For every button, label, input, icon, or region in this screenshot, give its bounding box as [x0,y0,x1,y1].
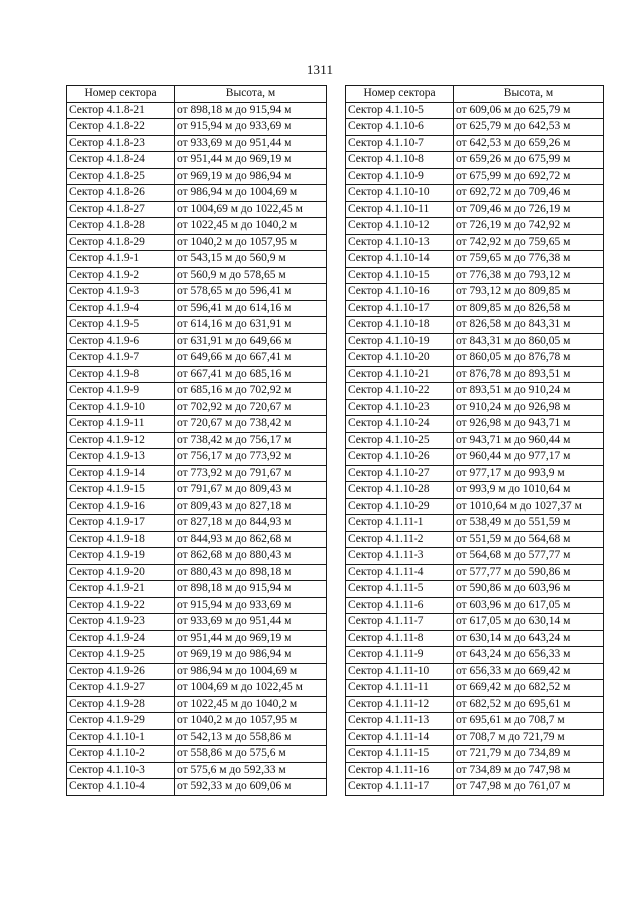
table-row [67,713,327,730]
table-row [346,267,604,284]
height-cell: от 682,52 м до 695,61 м [454,696,604,713]
table-row [67,597,327,614]
height-cell: от 898,18 м до 915,94 м [175,581,327,598]
sector-cell: Сектор 4.1.9-28 [67,696,175,713]
table-row [67,185,327,202]
sector-cell: Сектор 4.1.10-22 [346,383,454,400]
table-row [67,399,327,416]
sector-cell: Сектор 4.1.10-25 [346,432,454,449]
table-row [346,416,604,433]
sector-table-left [66,85,327,796]
sector-cell: Сектор 4.1.8-28 [67,218,175,235]
height-cell: от 843,31 м до 860,05 м [454,333,604,350]
sector-cell: Сектор 4.1.10-6 [346,119,454,136]
height-cell: от 876,78 м до 893,51 м [454,366,604,383]
table-row [346,762,604,779]
table-row [346,168,604,185]
height-cell: от 709,46 м до 726,19 м [454,201,604,218]
height-column-header: Высота, м [175,86,327,103]
height-cell: от 880,43 м до 898,18 м [175,564,327,581]
sector-cell: Сектор 4.1.10-8 [346,152,454,169]
table-row [346,663,604,680]
sector-cell: Сектор 4.1.9-21 [67,581,175,598]
sector-cell: Сектор 4.1.9-7 [67,350,175,367]
sector-cell: Сектор 4.1.9-22 [67,597,175,614]
height-cell: от 642,53 м до 659,26 м [454,135,604,152]
height-cell: от 617,05 м до 630,14 м [454,614,604,631]
sector-cell: Сектор 4.1.10-12 [346,218,454,235]
sector-cell: Сектор 4.1.10-7 [346,135,454,152]
height-cell: от 726,19 м до 742,92 м [454,218,604,235]
table-row [346,482,604,499]
height-cell: от 742,92 м до 759,65 м [454,234,604,251]
sector-cell: Сектор 4.1.10-2 [67,746,175,763]
sector-cell: Сектор 4.1.9-27 [67,680,175,697]
height-cell: от 969,19 м до 986,94 м [175,647,327,664]
height-column-header: Высота, м [454,86,604,103]
table-row [67,201,327,218]
table-row [67,333,327,350]
table-row [67,449,327,466]
table-row [346,218,604,235]
sector-cell: Сектор 4.1.10-17 [346,300,454,317]
height-cell: от 596,41 м до 614,16 м [175,300,327,317]
table-row [346,729,604,746]
table-row [67,614,327,631]
sector-cell: Сектор 4.1.10-13 [346,234,454,251]
height-cell: от 793,12 м до 809,85 м [454,284,604,301]
sector-cell: Сектор 4.1.10-20 [346,350,454,367]
height-cell: от 898,18 м до 915,94 м [175,102,327,119]
sector-cell: Сектор 4.1.10-10 [346,185,454,202]
height-cell: от 695,61 м до 708,7 м [454,713,604,730]
height-cell: от 826,58 м до 843,31 м [454,317,604,334]
height-cell: от 969,19 м до 986,94 м [175,168,327,185]
table-row [67,498,327,515]
table-row [346,152,604,169]
sector-cell: Сектор 4.1.9-5 [67,317,175,334]
table-row [346,366,604,383]
height-cell: от 558,86 м до 575,6 м [175,746,327,763]
height-cell: от 551,59 м до 564,68 м [454,531,604,548]
table-row [346,647,604,664]
height-cell: от 943,71 м до 960,44 м [454,432,604,449]
table-row [346,333,604,350]
table-row [67,680,327,697]
sector-cell: Сектор 4.1.11-8 [346,630,454,647]
height-cell: от 675,99 м до 692,72 м [454,168,604,185]
table-row [67,168,327,185]
height-cell: от 809,85 м до 826,58 м [454,300,604,317]
height-cell: от 720,67 м до 738,42 м [175,416,327,433]
height-cell: от 669,42 м до 682,52 м [454,680,604,697]
height-cell: от 860,05 м до 876,78 м [454,350,604,367]
height-cell: от 734,89 м до 747,98 м [454,762,604,779]
height-cell: от 893,51 м до 910,24 м [454,383,604,400]
height-cell: от 915,94 м до 933,69 м [175,119,327,136]
table-row [346,185,604,202]
table-row [67,729,327,746]
sector-cell: Сектор 4.1.8-24 [67,152,175,169]
sector-cell: Сектор 4.1.10-14 [346,251,454,268]
sector-cell: Сектор 4.1.10-29 [346,498,454,515]
height-cell: от 590,86 м до 603,96 м [454,581,604,598]
height-cell: от 926,98 м до 943,71 м [454,416,604,433]
height-cell: от 915,94 м до 933,69 м [175,597,327,614]
table-row [346,630,604,647]
sector-cell: Сектор 4.1.8-26 [67,185,175,202]
sector-cell: Сектор 4.1.9-23 [67,614,175,631]
sector-cell: Сектор 4.1.10-27 [346,465,454,482]
sector-cell: Сектор 4.1.10-16 [346,284,454,301]
table-row [67,251,327,268]
height-cell: от 933,69 м до 951,44 м [175,135,327,152]
sector-cell: Сектор 4.1.9-25 [67,647,175,664]
table-row [67,383,327,400]
sector-cell: Сектор 4.1.9-11 [67,416,175,433]
sector-cell: Сектор 4.1.9-12 [67,432,175,449]
height-cell: от 685,16 м до 702,92 м [175,383,327,400]
height-cell: от 986,94 м до 1004,69 м [175,663,327,680]
sector-cell: Сектор 4.1.10-18 [346,317,454,334]
table-row [346,515,604,532]
table-row [67,119,327,136]
height-cell: от 844,93 м до 862,68 м [175,531,327,548]
table-row [346,449,604,466]
sector-cell: Сектор 4.1.9-1 [67,251,175,268]
sector-cell: Сектор 4.1.10-19 [346,333,454,350]
height-cell: от 630,14 м до 643,24 м [454,630,604,647]
sector-cell: Сектор 4.1.10-9 [346,168,454,185]
sector-cell: Сектор 4.1.9-9 [67,383,175,400]
sector-cell: Сектор 4.1.10-1 [67,729,175,746]
sector-cell: Сектор 4.1.11-6 [346,597,454,614]
table-row [67,284,327,301]
table-row [346,713,604,730]
height-cell: от 776,38 м до 793,12 м [454,267,604,284]
height-cell: от 649,66 м до 667,41 м [175,350,327,367]
sector-cell: Сектор 4.1.9-4 [67,300,175,317]
table-row [67,432,327,449]
sector-cell: Сектор 4.1.10-26 [346,449,454,466]
sector-cell: Сектор 4.1.9-26 [67,663,175,680]
sector-cell: Сектор 4.1.11-1 [346,515,454,532]
sector-cell: Сектор 4.1.9-17 [67,515,175,532]
sector-cell: Сектор 4.1.11-12 [346,696,454,713]
height-cell: от 1004,69 м до 1022,45 м [175,680,327,697]
table-row [67,218,327,235]
sector-cell: Сектор 4.1.10-15 [346,267,454,284]
sector-column-header: Номер сектора [67,86,175,103]
height-cell: от 1010,64 м до 1027,37 м [454,498,604,515]
table-row [346,399,604,416]
sector-cell: Сектор 4.1.10-11 [346,201,454,218]
height-cell: от 577,77 м до 590,86 м [454,564,604,581]
height-cell: от 609,06 м до 625,79 м [454,102,604,119]
height-cell: от 614,16 м до 631,91 м [175,317,327,334]
sector-cell: Сектор 4.1.9-18 [67,531,175,548]
sector-cell: Сектор 4.1.9-10 [67,399,175,416]
table-row [346,317,604,334]
height-cell: от 603,96 м до 617,05 м [454,597,604,614]
height-cell: от 1022,45 м до 1040,2 м [175,696,327,713]
sector-cell: Сектор 4.1.9-6 [67,333,175,350]
height-cell: от 1040,2 м до 1057,95 м [175,234,327,251]
sector-cell: Сектор 4.1.9-24 [67,630,175,647]
sector-column-header: Номер сектора [346,86,454,103]
sector-cell: Сектор 4.1.10-3 [67,762,175,779]
height-cell: от 631,91 м до 649,66 м [175,333,327,350]
table-row [67,779,327,796]
height-cell: от 986,94 м до 1004,69 м [175,185,327,202]
table-row [346,135,604,152]
table-row [67,663,327,680]
page-number: 1311 [306,62,334,77]
table-row [346,498,604,515]
sector-cell: Сектор 4.1.10-23 [346,399,454,416]
sector-cell: Сектор 4.1.8-29 [67,234,175,251]
table-row [67,696,327,713]
sector-cell: Сектор 4.1.10-5 [346,102,454,119]
sector-cell: Сектор 4.1.11-15 [346,746,454,763]
height-cell: от 560,9 м до 578,65 м [175,267,327,284]
table-row [67,366,327,383]
height-cell: от 951,44 м до 969,19 м [175,630,327,647]
height-cell: от 564,68 м до 577,77 м [454,548,604,565]
sector-cell: Сектор 4.1.11-7 [346,614,454,631]
table-row [346,465,604,482]
height-cell: от 960,44 м до 977,17 м [454,449,604,466]
table-row [346,614,604,631]
height-cell: от 659,26 м до 675,99 м [454,152,604,169]
sector-cell: Сектор 4.1.10-21 [346,366,454,383]
table-row [346,383,604,400]
height-cell: от 773,92 м до 791,67 м [175,465,327,482]
table-row [346,251,604,268]
sector-table-right [345,85,604,796]
height-cell: от 692,72 м до 709,46 м [454,185,604,202]
table-row [67,267,327,284]
table-row [67,581,327,598]
height-cell: от 747,98 м до 761,07 м [454,779,604,796]
height-cell: от 756,17 м до 773,92 м [175,449,327,466]
sector-cell: Сектор 4.1.9-15 [67,482,175,499]
table-row [346,284,604,301]
table-row [346,432,604,449]
height-cell: от 667,41 м до 685,16 м [175,366,327,383]
table-row [67,102,327,119]
table-row [67,564,327,581]
sector-cell: Сектор 4.1.8-25 [67,168,175,185]
table-row [67,482,327,499]
sector-cell: Сектор 4.1.9-3 [67,284,175,301]
sector-cell: Сектор 4.1.11-10 [346,663,454,680]
height-cell: от 738,42 м до 756,17 м [175,432,327,449]
table-row [346,581,604,598]
table-row [346,548,604,565]
table-row [346,746,604,763]
height-cell: от 542,13 м до 558,86 м [175,729,327,746]
table-row [67,300,327,317]
table-row [67,317,327,334]
height-cell: от 809,43 м до 827,18 м [175,498,327,515]
table-row [346,696,604,713]
height-cell: от 721,79 м до 734,89 м [454,746,604,763]
sector-cell: Сектор 4.1.11-11 [346,680,454,697]
table-row [67,350,327,367]
table-row [346,597,604,614]
sector-cell: Сектор 4.1.9-19 [67,548,175,565]
table-row [67,465,327,482]
table-row [67,531,327,548]
height-cell: от 827,18 м до 844,93 м [175,515,327,532]
sector-cell: Сектор 4.1.11-13 [346,713,454,730]
height-cell: от 951,44 м до 969,19 м [175,152,327,169]
table-header-row [346,86,604,103]
sector-cell: Сектор 4.1.8-23 [67,135,175,152]
sector-cell: Сектор 4.1.11-14 [346,729,454,746]
height-cell: от 910,24 м до 926,98 м [454,399,604,416]
sector-cell: Сектор 4.1.9-2 [67,267,175,284]
height-cell: от 643,24 м до 656,33 м [454,647,604,664]
height-cell: от 1004,69 м до 1022,45 м [175,201,327,218]
table-row [67,762,327,779]
height-cell: от 977,17 м до 993,9 м [454,465,604,482]
table-row [346,102,604,119]
sector-cell: Сектор 4.1.11-4 [346,564,454,581]
height-cell: от 625,79 м до 642,53 м [454,119,604,136]
sector-cell: Сектор 4.1.10-4 [67,779,175,796]
height-cell: от 862,68 м до 880,43 м [175,548,327,565]
sector-cell: Сектор 4.1.11-3 [346,548,454,565]
height-cell: от 933,69 м до 951,44 м [175,614,327,631]
table-row [67,647,327,664]
sector-cell: Сектор 4.1.9-20 [67,564,175,581]
table-row [67,416,327,433]
sector-cell: Сектор 4.1.10-24 [346,416,454,433]
height-cell: от 1022,45 м до 1040,2 м [175,218,327,235]
sector-cell: Сектор 4.1.11-2 [346,531,454,548]
table-row [346,119,604,136]
sector-cell: Сектор 4.1.8-27 [67,201,175,218]
table-row [67,548,327,565]
sector-cell: Сектор 4.1.9-16 [67,498,175,515]
sector-cell: Сектор 4.1.11-16 [346,762,454,779]
sector-cell: Сектор 4.1.11-9 [346,647,454,664]
height-cell: от 538,49 м до 551,59 м [454,515,604,532]
table-row [346,779,604,796]
table-row [67,135,327,152]
height-cell: от 702,92 м до 720,67 м [175,399,327,416]
sector-cell: Сектор 4.1.9-29 [67,713,175,730]
height-cell: от 592,33 м до 609,06 м [175,779,327,796]
sector-cell: Сектор 4.1.9-8 [67,366,175,383]
table-row [346,531,604,548]
height-cell: от 578,65 м до 596,41 м [175,284,327,301]
sector-cell: Сектор 4.1.10-28 [346,482,454,499]
sector-cell: Сектор 4.1.11-5 [346,581,454,598]
height-cell: от 993,9 м до 1010,64 м [454,482,604,499]
table-row [346,350,604,367]
height-cell: от 708,7 м до 721,79 м [454,729,604,746]
height-cell: от 791,67 м до 809,43 м [175,482,327,499]
height-cell: от 656,33 м до 669,42 м [454,663,604,680]
table-row [67,630,327,647]
table-row [346,234,604,251]
table-row [346,201,604,218]
table-header-row [67,86,327,103]
height-cell: от 1040,2 м до 1057,95 м [175,713,327,730]
table-row [67,746,327,763]
sector-cell: Сектор 4.1.8-21 [67,102,175,119]
height-cell: от 759,65 м до 776,38 м [454,251,604,268]
sector-cell: Сектор 4.1.9-14 [67,465,175,482]
height-cell: от 543,15 м до 560,9 м [175,251,327,268]
sector-cell: Сектор 4.1.8-22 [67,119,175,136]
table-row [67,152,327,169]
table-row [346,680,604,697]
table-row [346,564,604,581]
table-row [67,515,327,532]
height-cell: от 575,6 м до 592,33 м [175,762,327,779]
sector-cell: Сектор 4.1.9-13 [67,449,175,466]
table-row [346,300,604,317]
table-row [67,234,327,251]
sector-cell: Сектор 4.1.11-17 [346,779,454,796]
